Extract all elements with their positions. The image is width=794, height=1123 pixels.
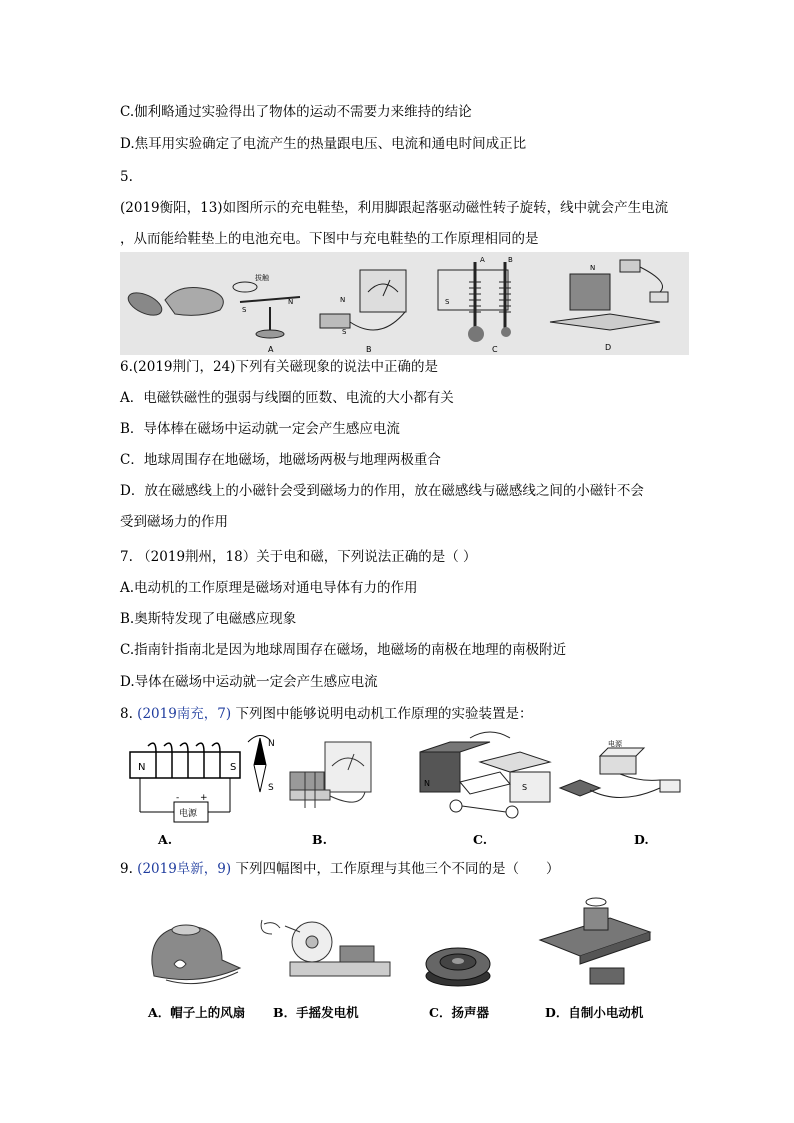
fig5-label-c-a: A [480, 256, 485, 264]
fig8-power: 电源 [179, 809, 198, 819]
question-5-text: (2019衡阳，13)如图所示的充电鞋垫，利用脚跟起落驱动磁性转子旋转，线中就会产生电流 [120, 200, 669, 216]
question-5-figure-drawing [120, 252, 689, 355]
fig8-caption-a: A. [158, 832, 173, 847]
option-a-q7: A.电动机的工作原理是磁场对通电导体有力的作用 [120, 580, 418, 596]
fig5-label-d: D [605, 343, 612, 352]
question-5-figure [120, 252, 689, 355]
galvanometer-icon [360, 270, 406, 312]
fig9-caption-c: C．扬声器 [429, 1005, 489, 1020]
fig8-compass-s: S [268, 783, 274, 793]
solenoid-core-icon [130, 752, 240, 778]
magnet-c-icon [420, 742, 490, 752]
fig8-caption-c: C. [473, 832, 488, 847]
fig5-label-b-s: S [342, 328, 347, 336]
question-9-figure [140, 890, 660, 996]
question-8-body: 下列图中能够说明电动机工作原理的实验装置是： [231, 706, 533, 722]
question-9-number: 9. [120, 861, 138, 877]
magnet-b-icon [290, 772, 324, 792]
fig8-c-s: S [522, 783, 528, 792]
question-9-source: (2019阜新，9) [137, 861, 232, 877]
fig8-plus: + [200, 793, 208, 803]
question-5-number: 5. [120, 169, 133, 185]
question-9-figure-drawing [140, 890, 660, 996]
insole-icon [125, 288, 165, 320]
question-6-text: 6.(2019荆门，24)下列有关磁现象的说法中正确的是 [120, 359, 438, 375]
fig5-label-a-s: S [242, 306, 247, 314]
fig8-c-n: N [424, 779, 430, 788]
magnet-d8-icon [560, 780, 600, 796]
question-8-figure-drawing [120, 728, 700, 828]
option-d-q4: D.焦耳用实验确定了电流产生的热量跟电压、电流和通电时间成正比 [120, 136, 527, 152]
fig5-label-c-s: S [445, 298, 450, 306]
magnet-icon [320, 314, 350, 328]
meter-icon [325, 742, 371, 792]
option-b-q6: B．导体棒在磁场中运动就一定会产生感应电流 [120, 421, 400, 437]
fig8-caption-d: D. [634, 832, 649, 847]
fig8-caption-b: B. [312, 832, 327, 847]
fig5-label-d-n: N [590, 264, 596, 272]
option-c-q4: C.伽利略通过实验得出了物体的运动不需要力来维持的结论 [120, 104, 472, 120]
fig5-label-a: A [268, 345, 274, 354]
fig5-label-switch: 拔触 [255, 274, 269, 282]
question-5-text-cont: ，从而能给鞋垫上的电池充电。下图中与充电鞋垫的工作原理相同的是 [120, 231, 539, 247]
fig5-label-c: C [492, 345, 498, 354]
question-8-number: 8. [120, 706, 138, 722]
bulb-icon [261, 920, 280, 934]
fig9-caption-a: A．帽子上的风扇 [148, 1005, 246, 1020]
option-c-q6: C．地球周围存在地磁场，地磁场两极与地理两极重合 [120, 452, 441, 468]
fig8-d-power: 电源 [608, 740, 622, 748]
option-a-q6: A．电磁铁磁性的强弱与线圈的匝数、电流的大小都有关 [120, 390, 454, 406]
fig9-caption-b: B．手摇发电机 [273, 1005, 359, 1020]
shoe-icon [165, 288, 223, 316]
question-8-text [120, 706, 532, 722]
question-8-source: (2019南充，7) [137, 706, 232, 722]
option-d-q6-cont: 受到磁场力的作用 [120, 514, 228, 530]
option-d-q7: D.导体在磁场中运动就一定会产生感应电流 [120, 674, 378, 690]
question-9-body: 下列四幅图中，工作原理与其他三个不同的是（ ） [231, 861, 560, 877]
option-c-q7: C.指南针指南北是因为地球周围存在磁场，地磁场的南极在地理的南极附近 [120, 642, 567, 658]
battery-icon [590, 968, 624, 984]
power-box-icon [600, 756, 636, 774]
question-9-text [120, 861, 559, 877]
option-d-q6: D．放在磁感线上的小磁针会受到磁场力的作用，放在磁感线与磁感线之间的小磁针不会 [120, 483, 644, 499]
fig9-caption-d: D．自制小电动机 [545, 1005, 644, 1020]
fig8-compass-n: N [268, 739, 275, 749]
coil-d-icon [584, 908, 608, 930]
switch-icon [660, 780, 680, 792]
fig8-minus: - [176, 793, 180, 803]
magnet-d-icon [570, 274, 610, 310]
fan-icon [172, 925, 200, 935]
question-8-figure [120, 728, 700, 828]
fig5-label-b: B [366, 345, 372, 354]
fig8-a-s: S [230, 762, 237, 773]
question-7-text: 7. （2019荆州，18）关于电和磁，下列说法正确的是（ ） [120, 549, 477, 565]
fig5-label-c-b: B [508, 256, 513, 264]
option-b-q7: B.奥斯特发现了电磁感应现象 [120, 611, 297, 627]
fig5-label-b-n: N [340, 296, 346, 304]
fig5-label-a-n: N [288, 298, 294, 306]
fig8-a-n: N [138, 762, 146, 773]
